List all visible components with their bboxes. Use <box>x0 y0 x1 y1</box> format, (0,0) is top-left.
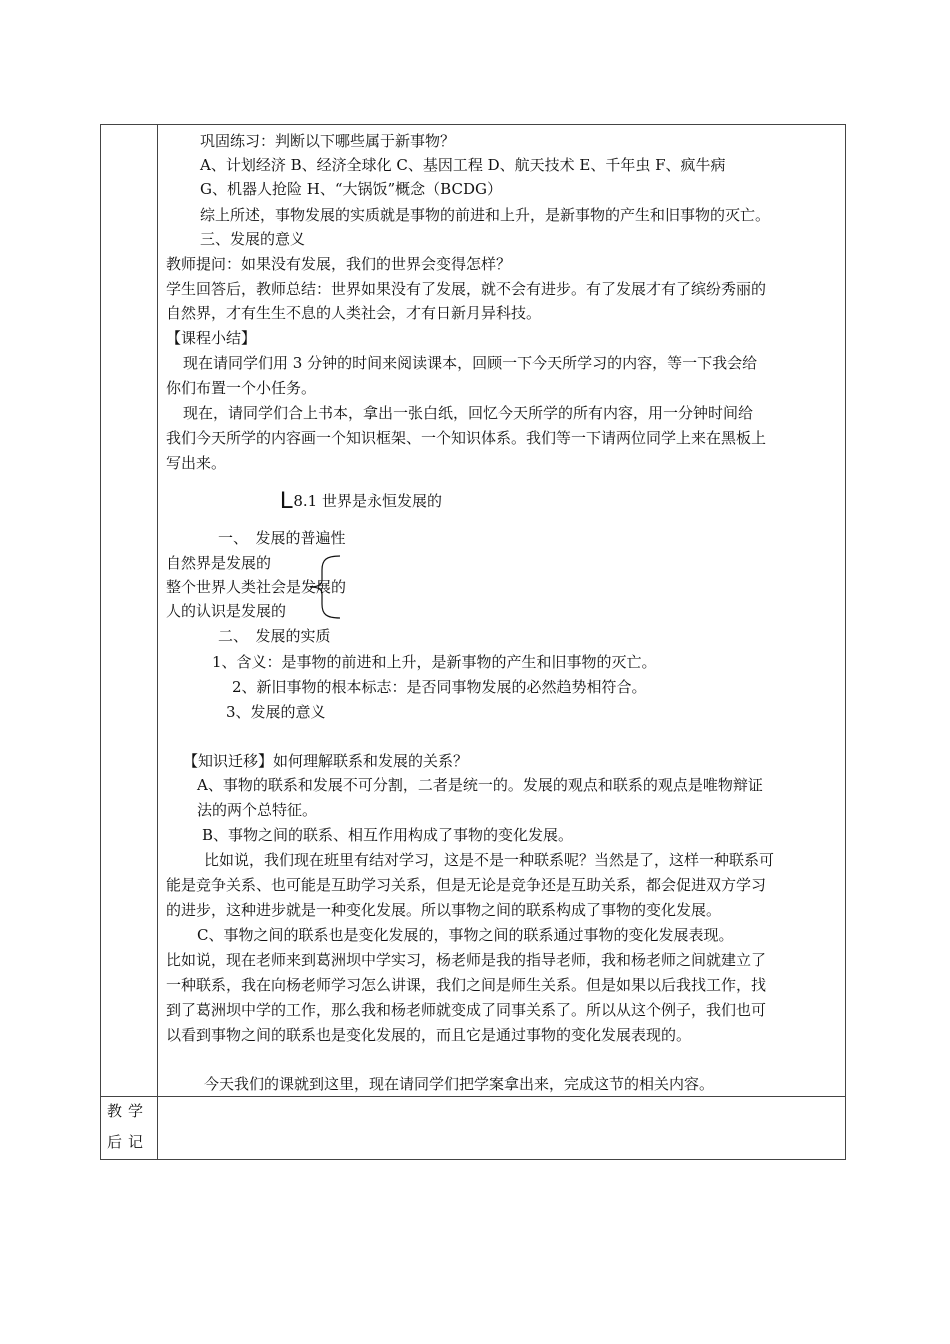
outline-subitem: 2、新旧事物的根本标志：是否同事物发展的必然趋势相符合。 <box>232 678 647 696</box>
text-line: 能是竞争关系、也可能是互助学习关系，但是无论是竞争还是互助关系，都会促进双方学习 <box>166 876 767 894</box>
outline-subitem: 自然界是发展的 <box>166 554 272 572</box>
text-line: 你们布置一个小任务。 <box>166 379 317 397</box>
side-label-line: 后记 <box>106 1133 149 1151</box>
text-line: 我们今天所学的内容画一个知识框架、一个知识体系。我们等一下请两位同学上来在黑板上 <box>166 429 767 447</box>
text-line: A、计划经济 B、经济全球化 C、基因工程 D、航天技术 E、千年虫 F、疯牛病 <box>200 156 726 174</box>
column-divider <box>157 125 158 1159</box>
text-line: 综上所述，事物发展的实质就是事物的前进和上升，是新事物的产生和旧事物的灭亡。 <box>200 206 771 224</box>
outline-subitem: 整个世界人类社会是发展的 <box>166 578 347 596</box>
text-line: G、机器人抢险 H、“大锅饭”概念（BCDG） <box>200 180 502 198</box>
outline-title <box>280 487 442 514</box>
text-line: 现在请同学们用 3 分钟的时间来阅读课本，回顾一下今天所学习的内容，等一下我会给 <box>183 354 758 372</box>
brace-icon <box>300 554 346 620</box>
text-line: 现在，请同学们合上书本，拿出一张白纸，回忆今天所学的所有内容，用一分钟时间给 <box>183 404 754 422</box>
text-line: 教师提问：如果没有发展，我们的世界会变得怎样？ <box>166 255 512 273</box>
text-line: 到了葛洲坝中学的工作，那么我和杨老师就变成了同事关系了。所以从这个例子，我们也可 <box>166 1001 767 1019</box>
text-line: 一种联系，我在向杨老师学习怎么讲课，我们之间是师生关系。但是如果以后我找工作，找 <box>166 976 767 994</box>
text-line: C、事物之间的联系也是变化发展的，事物之间的联系通过事物的变化发展表现。 <box>197 926 734 944</box>
outline-item: 一、 发展的普遍性 <box>218 529 346 547</box>
text-line: 自然界，才有生生不息的人类社会，才有日新月异科技。 <box>166 304 542 322</box>
outline-title-marker: L <box>280 487 294 514</box>
section-heading: 【知识迁移】如何理解联系和发展的关系？ <box>183 752 469 770</box>
outline-subitem: 1、含义：是事物的前进和上升，是新事物的产生和旧事物的灭亡。 <box>212 653 657 671</box>
outline-subitem: 人的认识是发展的 <box>166 602 287 620</box>
text-line: 巩固练习：判断以下哪些属于新事物？ <box>200 132 456 150</box>
outline-title-text: 8.1 世界是永恒发展的 <box>293 492 442 510</box>
text-line: B、事物之间的联系、相互作用构成了事物的变化发展。 <box>202 826 574 844</box>
text-line: A、事物的联系和发展不可分割，二者是统一的。发展的观点和联系的观点是唯物辩证 <box>197 776 763 794</box>
text-line: 比如说，我们现在班里有结对学习，这是不是一种联系呢？当然是了，这样一种联系可 <box>204 851 775 869</box>
side-label-line: 教学 <box>106 1102 149 1120</box>
text-line: 写出来。 <box>166 454 227 472</box>
text-line: 以看到事物之间的联系也是变化发展的，而且它是通过事物的变化发展表现的。 <box>166 1026 692 1044</box>
text-line: 比如说，现在老师来到葛洲坝中学实习，杨老师是我的指导老师，我和杨老师之间就建立了 <box>166 951 767 969</box>
text-line: 法的两个总特征。 <box>197 801 318 819</box>
row-divider <box>101 1096 845 1097</box>
outline-subitem: 3、发展的意义 <box>226 703 326 721</box>
text-line: 学生回答后，教师总结：世界如果没有了发展，就不会有进步。有了发展才有了缤纷秀丽的 <box>166 280 767 298</box>
section-heading: 三、发展的意义 <box>200 230 306 248</box>
text-line: 今天我们的课就到这里，现在请同学们把学案拿出来，完成这节的相关内容。 <box>204 1075 715 1093</box>
section-heading: 【课程小结】 <box>166 329 257 347</box>
text-line: 的进步，这种进步就是一种变化发展。所以事物之间的联系构成了事物的变化发展。 <box>166 901 722 919</box>
outline-item: 二、 发展的实质 <box>218 627 331 645</box>
